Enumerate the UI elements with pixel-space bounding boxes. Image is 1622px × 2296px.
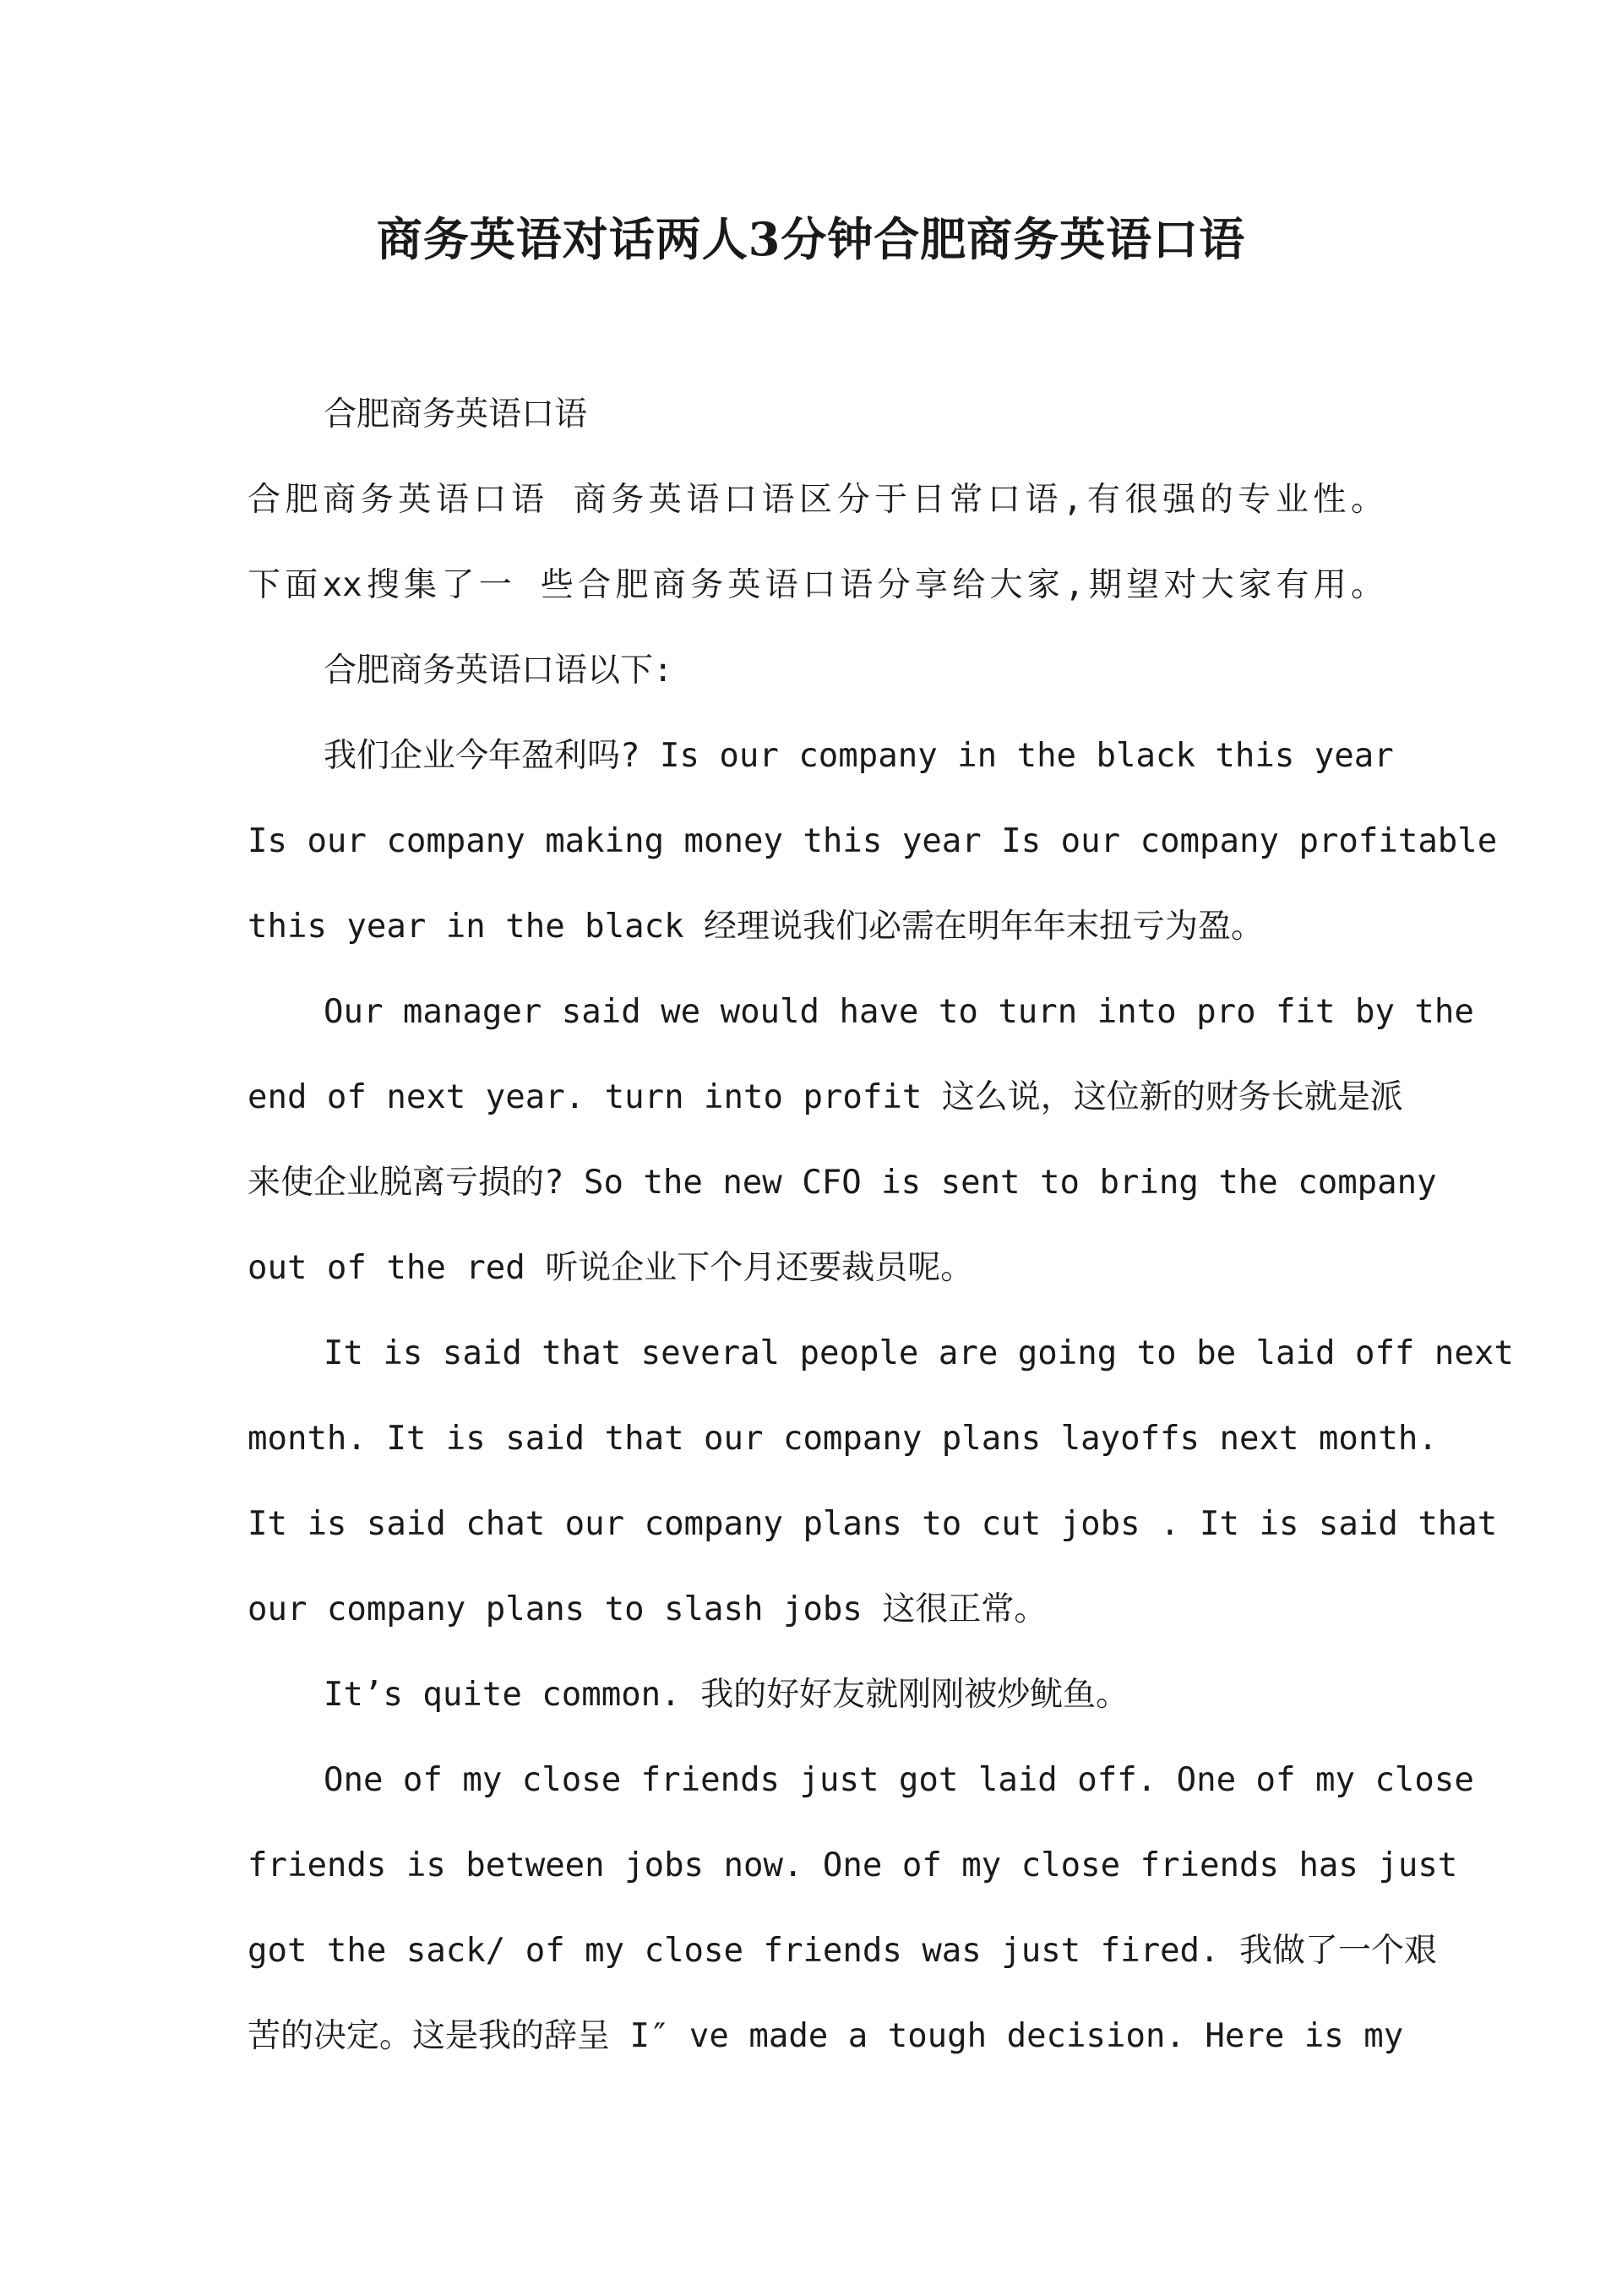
- body-line: 下面xx搜集了一 些合肥商务英语口语分享给大家,期望对大家有用。: [248, 566, 1384, 604]
- body-line: It is said chat our company plans to cut jobs . It is said that: [248, 1505, 1498, 1543]
- body-line: 来使企业脱离亏损的? So the new CFO is sent to bring the company: [248, 1164, 1437, 1202]
- body-line: Is our company making money this year Is our company profitable: [248, 822, 1498, 860]
- body-line: out of the red 听说企业下个月还要裁员呢。: [248, 1249, 974, 1287]
- body-line: end of next year. turn into profit 这么说，这位新的财务长就是派: [248, 1078, 1403, 1116]
- document-title: 商务英语对话两人3分钟合肥商务英语口语: [376, 212, 1246, 266]
- body-line: 合肥商务英语口语以下:: [324, 652, 673, 690]
- body-line: It’s quite common. 我的好好友就刚刚被炒鱿鱼。: [324, 1676, 1129, 1714]
- body-line: It is said that several people are going to be laid off next: [324, 1334, 1514, 1372]
- body-line: 苦的决定。这是我的辞呈 I″ ve made a tough decision. Here is my: [248, 2017, 1404, 2055]
- document-body: [248, 372, 1514, 2079]
- body-line: friends is between jobs now. One of my close friends has just: [248, 1846, 1458, 1884]
- body-line: One of my close friends just got laid off. One of my close: [324, 1761, 1474, 1799]
- body-line: 合肥商务英语口语: [324, 395, 588, 434]
- body-line: Our manager said we would have to turn into pro fit by the: [324, 993, 1474, 1031]
- body-line: got the sack/ of my close friends was just fired. 我做了一个艰: [248, 1932, 1437, 1970]
- body-line: 我们企业今年盈利吗? Is our company in the black this year: [324, 737, 1394, 775]
- body-line: month. It is said that our company plans layoffs next month.: [248, 1420, 1438, 1458]
- body-line: our company plans to slash jobs 这很正常。: [248, 1590, 1048, 1628]
- body-line: this year in the black 经理说我们必需在明年年末扭亏为盈。: [248, 908, 1265, 946]
- body-line: 合肥商务英语口语 商务英语口语区分于日常口语,有很强的专业性。: [248, 481, 1384, 519]
